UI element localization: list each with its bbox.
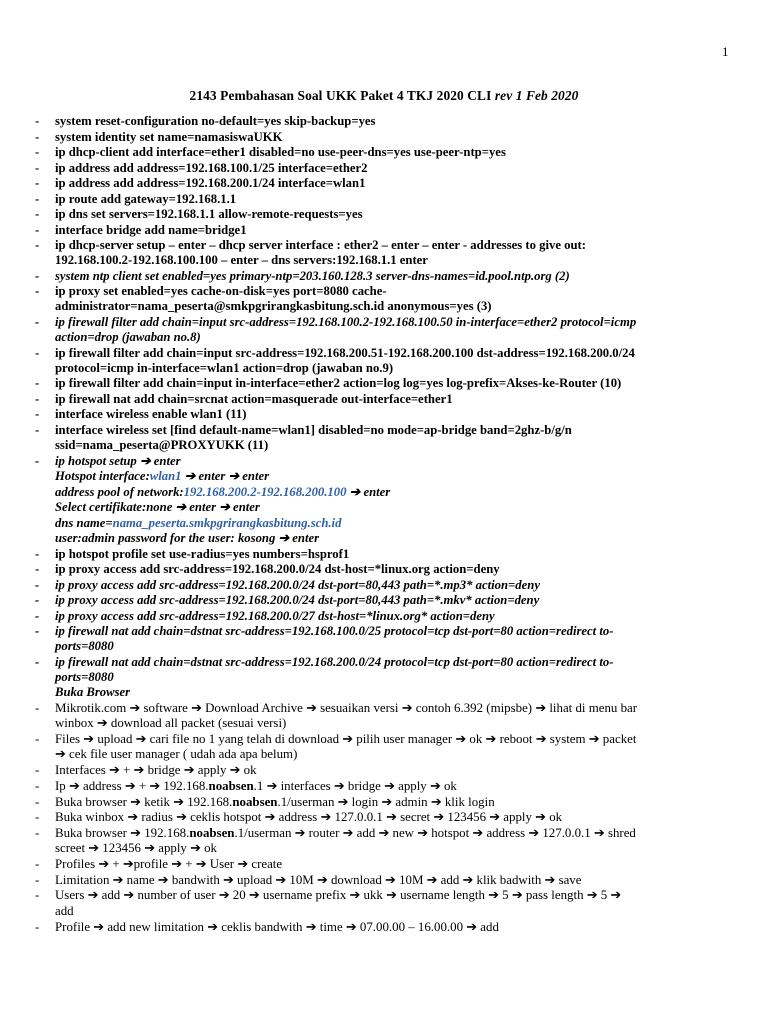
list-item bbox=[0, 454, 768, 469]
line-text: ip proxy access add src-address=192.168.200.0/24 dst-port=80,443 path=*.mkv* action=deny bbox=[55, 593, 540, 608]
list-item bbox=[0, 920, 768, 935]
line-text: user:admin password for the user: kosong ➔ enter bbox=[55, 531, 320, 546]
line-text: Limitation ➔ name ➔ bandwith ➔ upload ➔ 10M ➔ download ➔ 10M ➔ add ➔ klik badwith ➔ save bbox=[55, 872, 582, 887]
bullet-dash: - bbox=[35, 562, 40, 577]
list-item bbox=[0, 795, 768, 810]
bullet-dash: - bbox=[35, 129, 40, 144]
bullet-dash: - bbox=[35, 176, 40, 190]
list-item bbox=[0, 531, 768, 546]
list-item bbox=[0, 346, 768, 376]
list-item bbox=[0, 826, 768, 857]
bullet-dash: - bbox=[35, 268, 40, 283]
line-text: Files ➔ upload ➔ cari file no 1 yang telah di download ➔ pilih user manager ➔ ok ➔ reboot ➔ system ➔ packet ➔ cek file user manager ( udah ada apa belum) bbox=[55, 732, 637, 762]
list-item bbox=[0, 873, 768, 888]
bullet-dash: - bbox=[35, 763, 40, 778]
bullet-dash: - bbox=[35, 857, 40, 872]
line-text: Buka browser ➔ ketik ➔ 192.168. bbox=[55, 794, 233, 809]
bullet-dash: - bbox=[35, 407, 40, 422]
bullet-dash: - bbox=[35, 160, 40, 175]
list-item bbox=[0, 145, 768, 160]
list-item bbox=[0, 655, 768, 685]
list-item bbox=[0, 315, 768, 345]
command-list bbox=[0, 114, 768, 935]
list-item bbox=[0, 609, 768, 624]
line-text: Buka browser ➔ 192.168. bbox=[55, 825, 190, 840]
title-main: 2143 Pembahasan Soal UKK Paket 4 TKJ 2020 CLI bbox=[189, 88, 495, 103]
bullet-dash: - bbox=[35, 391, 40, 406]
list-item bbox=[0, 500, 768, 515]
line-text: ip firewall filter add chain=input src-address=192.168.100.2-192.168.100.50 in-interface=ether2 protocol=icmp action=drop (jawaban no.8) bbox=[55, 314, 637, 345]
list-item bbox=[0, 578, 768, 593]
bullet-dash: - bbox=[35, 145, 40, 159]
highlight-text: 192.168.200.2-192.168.200.100 bbox=[183, 484, 347, 499]
list-item bbox=[0, 269, 768, 284]
line-text: ip proxy access add src-address=192.168.200.0/27 dst-host=*linux.org* action=deny bbox=[55, 608, 495, 623]
line-text: ip proxy access add src-address=192.168.200.0/24 dst-host=*linux.org action=deny bbox=[55, 562, 500, 577]
bullet-dash: - bbox=[35, 114, 40, 128]
bullet-dash: - bbox=[35, 453, 40, 468]
line-text: .1/userman ➔ router ➔ add ➔ new ➔ hotspot ➔ address ➔ 127.0.0.1 ➔ shred screet ➔ 123456 ➔ apply ➔ ok bbox=[55, 825, 636, 856]
list-item bbox=[0, 779, 768, 794]
bullet-dash: - bbox=[35, 919, 40, 934]
line-text: Users ➔ add ➔ number of user ➔ 20 ➔ username prefix ➔ ukk ➔ username length ➔ 5 ➔ pass length ➔ 5 ➔ add bbox=[55, 888, 622, 918]
list-item bbox=[0, 593, 768, 608]
list-item bbox=[0, 407, 768, 422]
bullet-dash: - bbox=[35, 624, 40, 639]
list-item bbox=[0, 685, 768, 700]
list-item bbox=[0, 207, 768, 222]
line-text: system reset-configuration no-default=yes skip-backup=yes bbox=[55, 114, 376, 128]
bullet-dash: - bbox=[35, 700, 40, 715]
list-item bbox=[0, 701, 768, 732]
emphasis-text: noabsen bbox=[232, 794, 278, 809]
list-item bbox=[0, 392, 768, 407]
line-text: ip address add address=192.168.200.1/24 interface=wlan1 bbox=[55, 176, 366, 190]
line-text: .1 ➔ interfaces ➔ bridge ➔ apply ➔ ok bbox=[253, 778, 457, 793]
list-item bbox=[0, 469, 768, 484]
line-text: Profile ➔ add new limitation ➔ ceklis bandwith ➔ time ➔ 07.00.00 – 16.00.00 ➔ add bbox=[55, 919, 499, 934]
line-text: ip firewall nat add chain=dstnat src-address=192.168.100.0/25 protocol=tcp dst-port=80 action=redirect to- ports=8080 bbox=[55, 624, 614, 654]
line-text: ip hotspot setup ➔ enter bbox=[55, 453, 181, 468]
bullet-dash: - bbox=[35, 238, 40, 252]
bullet-dash: - bbox=[35, 376, 40, 391]
line-text: interface wireless set [find default-name=wlan1] disabled=no mode=ap-bridge band=2ghz-b/g/n ssid=nama_peserta@PROXYUKK (11) bbox=[55, 422, 572, 453]
line-text: ip firewall filter add chain=input src-address=192.168.200.51-192.168.200.100 dst-address=192.168.200.0/24 protocol=icmp in-interface=wlan1 action=drop (jawaban no.9) bbox=[55, 345, 635, 375]
bullet-dash: - bbox=[35, 314, 40, 329]
list-item bbox=[0, 888, 768, 919]
line-text: Hotspot interface: bbox=[55, 469, 150, 484]
bullet-dash: - bbox=[35, 794, 40, 809]
list-item bbox=[0, 114, 768, 129]
line-text: address pool of network: bbox=[55, 484, 184, 499]
line-text: ip proxy access add src-address=192.168.200.0/24 dst-port=80,443 path=*.mp3* action=deny bbox=[55, 577, 540, 592]
line-text: Buka Browser bbox=[55, 685, 131, 700]
list-item bbox=[0, 161, 768, 176]
emphasis-text: noabsen bbox=[189, 825, 235, 840]
bullet-dash: - bbox=[35, 284, 40, 299]
list-item bbox=[0, 624, 768, 654]
line-text: interface wireless enable wlan1 (11) bbox=[55, 407, 247, 422]
document-title bbox=[0, 88, 768, 104]
bullet-dash: - bbox=[35, 810, 40, 825]
line-text: Buka winbox ➔ radius ➔ ceklis hotspot ➔ address ➔ 127.0.0.1 ➔ secret ➔ 123456 ➔ apply ➔ ok bbox=[55, 810, 563, 825]
list-item bbox=[0, 284, 768, 314]
line-text: Ip ➔ address ➔ + ➔ 192.168. bbox=[55, 778, 209, 793]
line-text: interface bridge add name=bridge1 bbox=[55, 222, 247, 237]
bullet-dash: - bbox=[35, 872, 40, 887]
list-item bbox=[0, 516, 768, 531]
highlight-text: nama_peserta.smkpgrirangkasbitung.sch.id bbox=[112, 515, 342, 530]
line-text: ip dhcp-server setup – enter – dhcp server interface : ether2 – enter – enter - addresses to give out: 192.168.100.2-192.168.100.100 – enter – dns servers:192.168.1.1 enter bbox=[55, 238, 587, 268]
bullet-dash: - bbox=[35, 608, 40, 623]
line-text: ip proxy set enabled=yes cache-on-disk=yes port=8080 cache- administrator=nama_peserta@smkpgrirangkasbitung.sch.id anonymous=yes (3) bbox=[55, 284, 492, 314]
line-text: ip route add gateway=192.168.1.1 bbox=[55, 191, 237, 206]
list-item bbox=[0, 223, 768, 238]
bullet-dash: - bbox=[35, 546, 40, 561]
list-item bbox=[0, 562, 768, 577]
line-text: ip dns set servers=192.168.1.1 allow-remote-requests=yes bbox=[55, 207, 363, 221]
line-text: ➔ enter ➔ enter bbox=[181, 469, 270, 484]
line-text: ip dhcp-client add interface=ether1 disabled=no use-peer-dns=yes use-peer-ntp=yes bbox=[55, 145, 506, 159]
bullet-dash: - bbox=[35, 422, 40, 437]
list-item bbox=[0, 857, 768, 872]
list-item bbox=[0, 238, 768, 268]
bullet-dash: - bbox=[35, 191, 40, 206]
list-item bbox=[0, 376, 768, 391]
line-text: Select certifikate:none ➔ enter ➔ enter bbox=[55, 500, 260, 515]
bullet-dash: - bbox=[35, 732, 40, 747]
line-text: system identity set name=namasiswaUKK bbox=[55, 129, 283, 144]
bullet-dash: - bbox=[35, 577, 40, 592]
line-text: .1/userman ➔ login ➔ admin ➔ klik login bbox=[277, 794, 495, 809]
list-item bbox=[0, 192, 768, 207]
bullet-dash: - bbox=[35, 593, 40, 608]
title-revision: rev 1 Feb 2020 bbox=[494, 88, 579, 103]
list-item bbox=[0, 547, 768, 562]
list-item bbox=[0, 485, 768, 500]
line-text: ip firewall filter add chain=input in-interface=ether2 action=log log=yes log-prefix=Akses-ke-Router (10) bbox=[55, 376, 622, 391]
bullet-dash: - bbox=[35, 207, 40, 221]
list-item bbox=[0, 423, 768, 453]
page-number: 1 bbox=[722, 44, 729, 59]
bullet-dash: - bbox=[35, 888, 40, 903]
list-item bbox=[0, 130, 768, 145]
line-text: ip firewall nat add chain=dstnat src-address=192.168.200.0/24 protocol=tcp dst-port=80 action=redirect to- ports=8080 bbox=[55, 654, 614, 684]
list-item bbox=[0, 732, 768, 763]
list-item bbox=[0, 810, 768, 825]
line-text: ip hotspot profile set use-radius=yes numbers=hsprof1 bbox=[55, 546, 350, 561]
line-text: dns name= bbox=[55, 515, 113, 530]
bullet-dash: - bbox=[35, 654, 40, 669]
emphasis-text: noabsen bbox=[208, 778, 254, 793]
line-text: Interfaces ➔ + ➔ bridge ➔ apply ➔ ok bbox=[55, 763, 257, 778]
line-text: system ntp client set enabled=yes primary-ntp=203.160.128.3 server-dns-names=id.pool.ntp.org (2) bbox=[55, 268, 570, 283]
bullet-dash: - bbox=[35, 345, 40, 360]
highlight-text: wlan1 bbox=[149, 469, 182, 484]
line-text: ➔ enter bbox=[346, 484, 391, 499]
bullet-dash: - bbox=[35, 222, 40, 237]
line-text: ip firewall nat add chain=srcnat action=masquerade out-interface=ether1 bbox=[55, 391, 453, 406]
bullet-dash: - bbox=[35, 825, 40, 840]
line-text: ip address add address=192.168.100.1/25 interface=ether2 bbox=[55, 160, 368, 175]
list-item bbox=[0, 763, 768, 778]
list-item bbox=[0, 176, 768, 191]
line-text: Profiles ➔ + ➔profile ➔ + ➔ User ➔ create bbox=[55, 857, 283, 872]
bullet-dash: - bbox=[35, 778, 40, 793]
line-text: Mikrotik.com ➔ software ➔ Download Archive ➔ sesuaikan versi ➔ contoh 6.392 (mipsbe) ➔ lihat di menu bar winbox ➔ download all packet (sesuai versi) bbox=[55, 700, 638, 731]
